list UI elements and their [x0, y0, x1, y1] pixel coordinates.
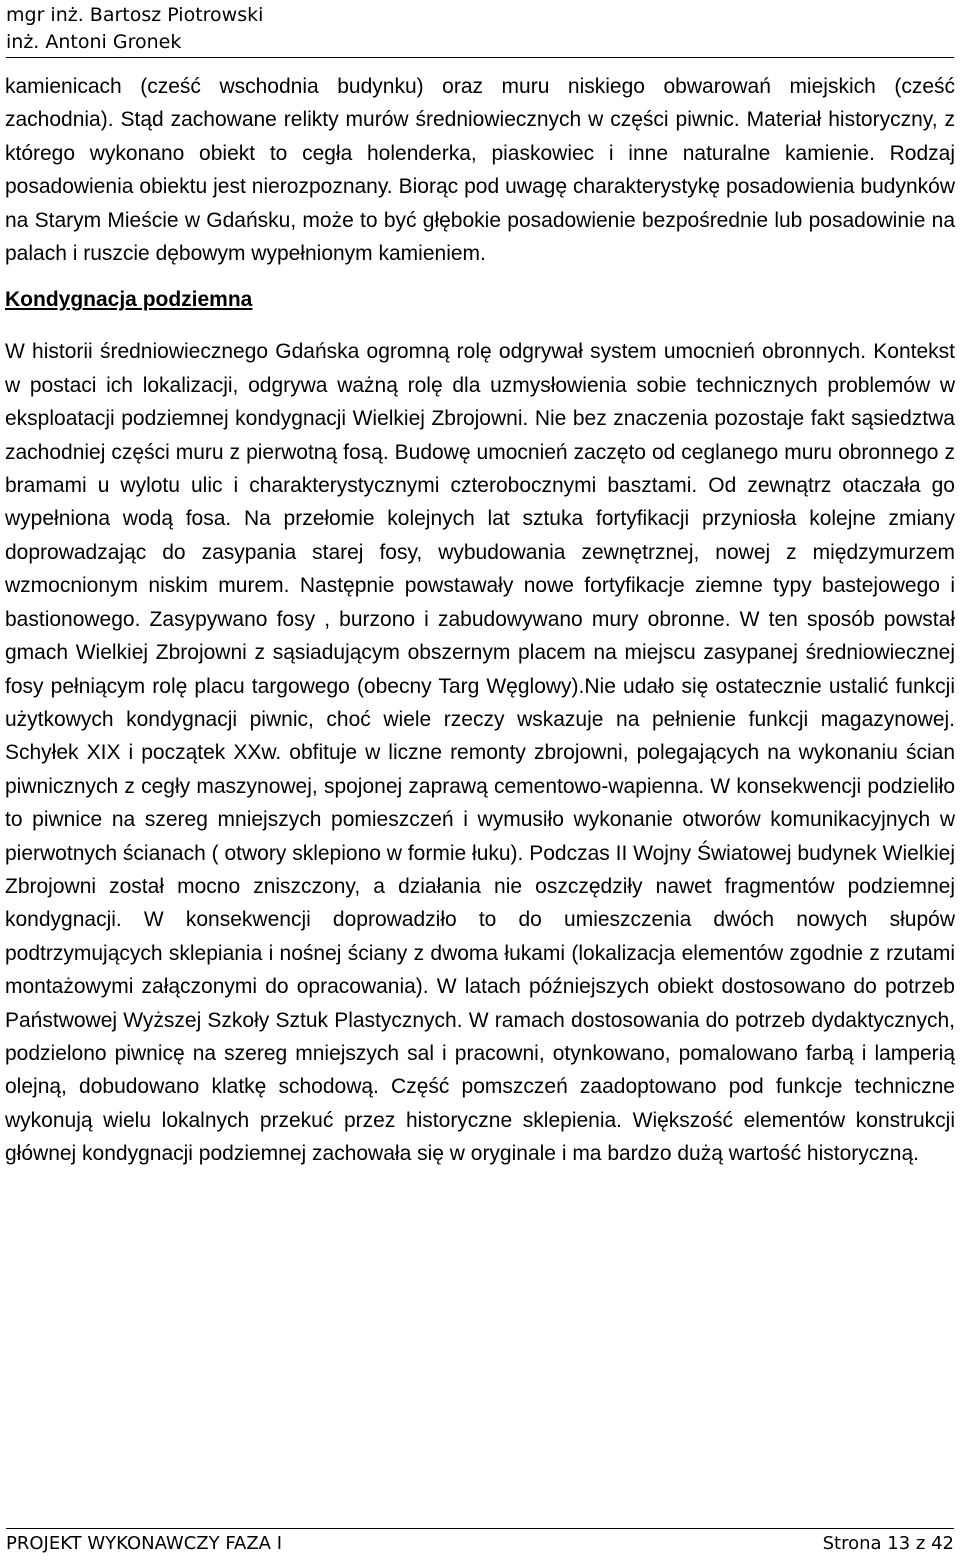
project-label: PROJEKT WYKONAWCZY FAZA I: [6, 1533, 283, 1554]
author-name-1: mgr inż. Bartosz Piotrowski: [6, 4, 264, 26]
body-paragraph-2: W historii średniowiecznego Gdańska ogromną rolę odgrywał system umocnień obronnych. Kontekst w postaci ich lokalizacji, odgrywa ważną rolę dla uzmysłowienia sobie technicznych problemów w eksploatacji podziemnej kondygnacji Wielkiej Zbrojowni. Nie bez znaczenia pozostaje fakt sąsiedztwa zachodniej części muru z pierwotną fosą. Budowę umocnień zaczęto od ceglanego muru obronnego z bramami u wylotu ulic i charakterystycznymi czterobocznymi basztami. Od zewnątrz otaczała go wypełniona wodą fosa. Na przełomie kolejnych lat sztuka fortyfikacji przyniosła kolejne zmiany doprowadzając do zasypania starej fosy, wybudowania zewnętrznej, nowej z międzymurzem wzmocnionym niskim murem. Następnie powstawały nowe fortyfikacje ziemne typy bastejowego i bastionowego. Zasypywano fosy , burzono i zabudowywano mury obronne. W ten sposób powstał gmach Wielkiej Zbrojowni z sąsiadującym obszernym placem na miejscu zasypanej średniowiecznej fosy pełniącym rolę placu targowego (obecny Targ Węglowy).Nie udało się ostatecznie ustalić funkcji użytkowych kondygnacji piwnic, choć wiele rzeczy wskazuje na pełnienie funkcji magazynowej. Schyłek XIX i początek XXw. obfituje w liczne remonty zbrojowni, polegających na wykonaniu ścian piwnicznych z cegły maszynowej, spojonej zaprawą cementowo-wapienna. W konsekwencji podzieliło to piwnice na szereg mniejszych pomieszczeń i wymusiło wykonanie otworów komunikacyjnych w pierwotnych ścianach ( otwory sklepiono w formie łuku). Podczas II Wojny Światowej budynek Wielkiej Zbrojowni został mocno zniszczony, a działania nie oszczędziły nawet fragmentów podziemnej kondygnacji. W konsekwencji doprowadziło to do umieszczenia dwóch nowych słupów podtrzymujących sklepiania i nośnej ściany z dwoma łukami (lokalizacja elementów zgodnie z rzutami montażowymi załączonymi do opracowania). W latach późniejszych obiekt dostosowano do potrzeb Państwowej Wyższej Szkoły Sztuk Plastycznych. W ramach dostosowania do potrzeb dydaktycznych, podzielono piwnicę na szereg mniejszych sal i pracowni, otynkowano, pomalowano farbą i lamperią olejną, dobudowano klatkę schodową. Część pomszczeń zaadoptowano pod funkcje techniczne wykonują wielu lokalnych przekuć przez historyczne sklepienia. Większość elementów konstrukcji głównej kondygnacji podziemnej zachowała się w oryginale i ma bardzo dużą wartość historyczną.: [5, 340, 955, 1166]
page-number: Strona 13 z 42: [822, 1533, 954, 1554]
author-name-2: inż. Antoni Gronek: [6, 31, 182, 53]
page-footer: [6, 1528, 954, 1561]
document-body: [5, 70, 955, 1171]
section-heading: Kondygnacja podziemna: [5, 288, 253, 312]
page-header: [6, 0, 954, 58]
body-paragraph-1: kamienicach (cześć wschodnia budynku) oraz muru niskiego obwarowań miejskich (cześć zachodnia). Stąd zachowane relikty murów średniowiecznych w części piwnic. Materiał historyczny, z którego wykonano obiekt to cegła holenderka, piaskowiec i inne naturalne kamienie. Rodzaj posadowienia obiektu jest nierozpoznany. Biorąc pod uwagę charakterystykę posadowienia budynków na Starym Mieście w Gdańsku, może to być głębokie posadowienie bezpośrednie lub posadowinie na palach i ruszcie dębowym wypełnionym kamieniem.: [5, 75, 955, 266]
